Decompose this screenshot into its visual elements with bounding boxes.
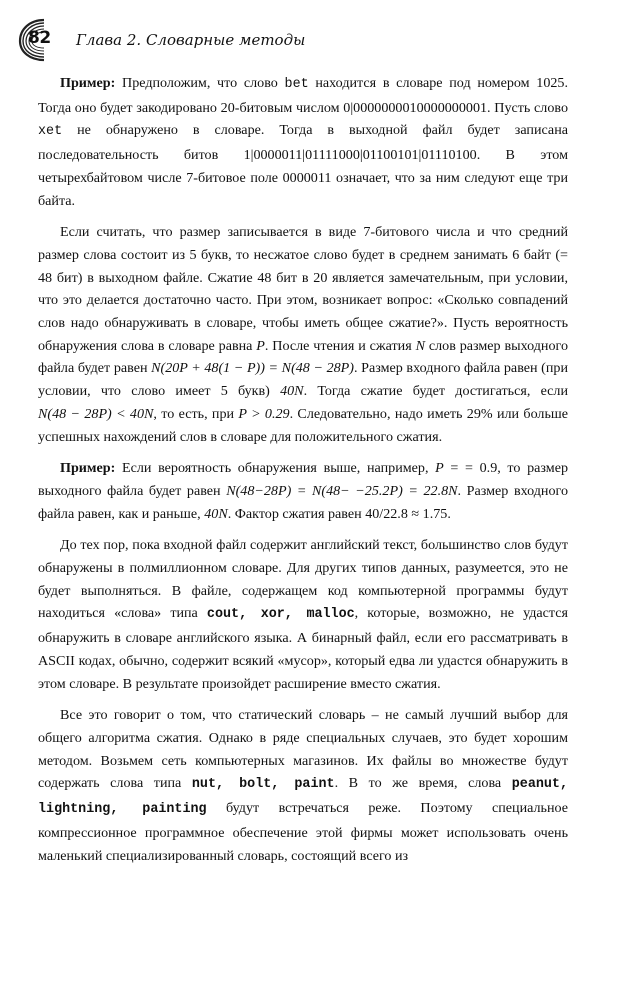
paragraph-static-dictionary: Все это говорит о том, что статический словарь – не самый лучший выбор для общего алгоритма сжатия. Однако в ряде специальных случаев, это будет хорошим методом. Возьмем сеть компьютерных магазинов. Их файлы во множестве будут содержать слова типа nut, bolt, paint. В то же время, слова peanut, lightning, painting будут встречаться реже. Поэтому специальное компрессионное программное обеспечение этой фирмы может использовать очень маленький специализированный словарь, состоящий всего из xyxy=(38,707,568,864)
page-number-badge xyxy=(18,18,66,62)
code-words: nut, bolt, paint xyxy=(191,777,335,793)
example-label: Пример: xyxy=(60,75,116,91)
math-expression: P xyxy=(256,337,265,354)
math-expression: P xyxy=(435,460,444,477)
code-words: cout, xor, malloc xyxy=(206,607,355,623)
body-text xyxy=(38,72,568,876)
running-title: Глава 2. Словарные методы xyxy=(76,31,306,49)
example-label: Пример: xyxy=(60,460,116,477)
math-expression: 40N xyxy=(280,383,304,400)
math-expression: N(48 − 28P) < 40N xyxy=(38,405,154,422)
math-expression: N(20P + 48(1 − P)) = N(48 − 28P) xyxy=(151,360,354,377)
paragraph-example-2: Пример: Если вероятность обнаружения выше, например, P = = 0.9, то размер выходного файла будет равен N(48−28P) = N(48− −25.2P) = 22.8N. Размер входного файла равен, как и раньше, 40N. Фактор сжатия равен 40/22.8 ≈ 1.75. xyxy=(38,460,568,522)
page-header xyxy=(18,18,608,62)
math-expression: N xyxy=(415,337,425,354)
page-number: 82 xyxy=(28,28,51,48)
paragraph-example-1: Пример: Предположим, что слово bet находится в словаре под номером 1025. Тогда оно будет закодировано 20-битовым числом 0|0000000010000000001. Пусть слово xet не обнаружено в словаре. Тогда в выходной файл будет записана последовательность битов 1|0000011|01111000|01100101|01110100. В этом четырехбайтовом числе 7-битовое поле 0000011 означает, что за ним следуют еще три байта. xyxy=(38,75,568,209)
math-expression: N(48−28P) = N(48− −25.2P) = 22.8N xyxy=(226,482,458,499)
code-word: bet xyxy=(284,77,309,92)
paragraph-analysis: Если считать, что размер записывается в виде 7-битового числа и что средний размер слова состоит из 5 букв, то несжатое слово будет в среднем занимать 6 байт (= 48 бит) в выходном файле. Сжатие 48 бит в 20 является замечательным, при условии, что это делается достаточно часто. При этом, возникает вопрос: «Сколько совпадений слов надо обнаруживать в словаре, чтобы иметь общее сжатие?». Пусть вероятность обнаружения слова в словаре равна P. После чтения и сжатия N слов размер выходного файла будет равен N(20P + 48(1 − P)) = N(48 − 28P). Размер входного файла равен (при условии, что слово имеет 5 букв) 40N. Тогда сжатие будет достигаться, если N(48 − 28P) < 40N, то есть, при P > 0.29. Следовательно, надо иметь 29% или больше успешных нахождений слов в словаре для положительного сжатия. xyxy=(38,224,569,445)
code-words: peanut, lightning, painting xyxy=(38,777,568,818)
paragraph-english-text: До тех пор, пока входной файл содержит английский текст, большинство слов будут обнаружены в полмиллионном словаре. Для других типов данных, разумеется, это не будет выполняться. В файле, содержащем код компьютерной программы будут находиться «слова» типа cout, xor, malloc, которые, возможно, не удастся обнаружить в словаре английского языка. А бинарный файл, если его рассматривать в ASCII кодах, обычно, содержит всякий «мусор», который едва ли удастся обнаружить в этом словаре. В результате произойдет расширение вместо сжатия. xyxy=(38,537,569,692)
math-expression: 40N xyxy=(204,505,228,522)
math-expression: P > 0.29 xyxy=(238,405,290,422)
code-word: xet xyxy=(38,124,63,140)
